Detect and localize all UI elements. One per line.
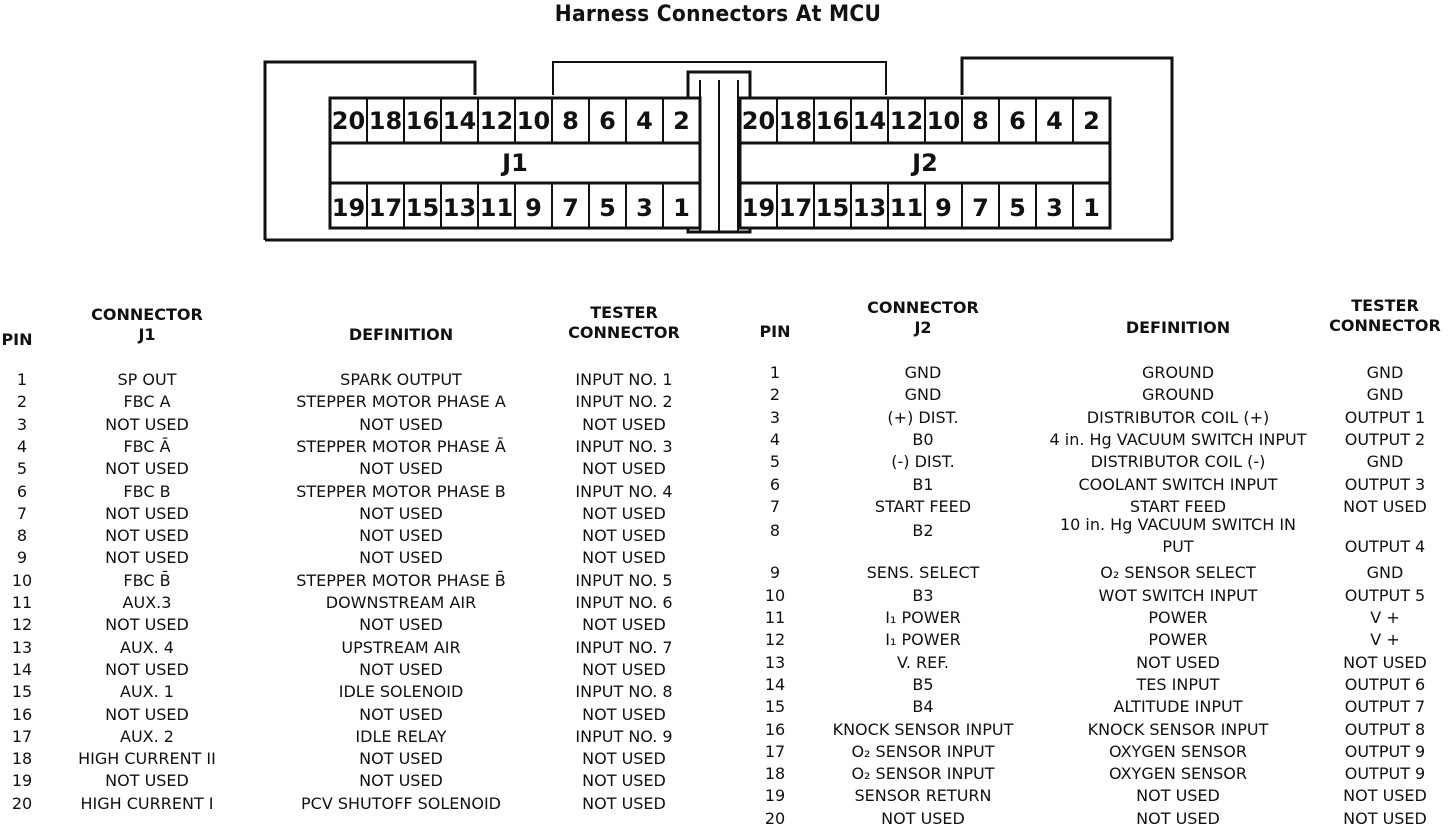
j1-row-pin: 20 [11,793,33,813]
j1-row-definition: NOT USED [359,503,443,523]
j2-pin-label: 4 [1046,107,1063,135]
j1-row-connector: AUX. 2 [120,726,174,746]
j1-header-tester: TESTER [590,303,658,322]
j1-pin-label: 7 [562,194,579,222]
j1-header-connector: CONNECTOR [91,305,203,324]
j2-pin-label: 10 [926,107,961,135]
j2-row-connector: I₁ POWER [885,630,961,650]
j2-row-definition: OXYGEN SENSOR [1109,741,1247,761]
j1-row-definition: NOT USED [359,548,443,568]
j2-row-connector: B2 [912,521,934,541]
j1-pin-label: 15 [405,194,440,222]
j1-pin-label: 4 [636,107,653,135]
connector-diagram [0,0,1456,250]
j2-row-connector: B3 [912,585,934,605]
j1-row-tester: NOT USED [582,414,666,434]
j2-row-pin: 20 [764,808,786,828]
j2-row-definition: O₂ SENSOR SELECT [1100,563,1256,583]
j1-row-connector: FBC Ā [123,436,171,456]
j2-pin-label: 11 [889,194,924,222]
j1-pin-label: 12 [479,107,514,135]
j1-row-connector: FBC A [123,392,171,412]
j1-pin-label: 1 [673,194,690,222]
j1-row-pin: 10 [11,570,33,590]
j1-row-definition: NOT USED [359,526,443,546]
j2-header-connector: CONNECTOR [867,298,979,317]
j2-row-connector: SENSOR RETURN [854,786,992,806]
j2-row-connector: I₁ POWER [885,608,961,627]
j2-pin-label: 2 [1083,107,1100,135]
j1-row-pin: 9 [16,548,28,568]
j2-row-connector: B5 [912,674,934,694]
j1-pin-label: 10 [516,107,551,135]
j2-row-pin: 2 [769,385,781,405]
j1-row-tester: INPUT NO. 9 [575,726,673,746]
j2-row-pin: 3 [769,407,781,427]
j1-header-pin: PIN [1,330,33,349]
j1-row-pin: 17 [11,726,33,746]
j2-row-pin: 7 [769,496,781,516]
j1-row-tester: NOT USED [582,503,666,523]
j2-pin-label: 5 [1009,194,1026,222]
j2-row-connector: KNOCK SENSOR INPUT [832,719,1014,739]
j1-row-definition: PCV SHUTOFF SOLENOID [301,793,501,813]
j1-row-tester: NOT USED [582,659,666,679]
j1-row-definition: NOT USED [359,615,443,635]
j2-row-definition: START FEED [1129,496,1227,516]
j2-header-tester: CONNECTOR [1329,316,1441,335]
j2-row-pin: 15 [764,697,786,717]
j1-pin-label: 14 [442,107,477,135]
j2-pin-label: 17 [778,194,813,222]
j1-row-connector: NOT USED [105,503,189,523]
j1-pin-label: 3 [636,194,653,222]
j1-row-connector: NOT USED [105,414,189,434]
j2-row-definition: PUT [1162,537,1194,557]
page-title: Harness Connectors At MCU [554,2,882,27]
j2-pin-label: 1 [1083,194,1100,222]
j2-row-pin: 4 [769,429,781,449]
j2-row-tester: OUTPUT 3 [1344,474,1426,494]
j2-row-tester: OUTPUT 2 [1344,429,1426,449]
j2-row-definition: 10 in. Hg VACUUM SWITCH IN [1059,515,1297,535]
j1-row-tester: INPUT NO. 6 [575,593,673,612]
j1-row-definition: NOT USED [359,749,443,769]
j2-row-connector: B1 [912,474,934,494]
j1-row-definition: NOT USED [359,704,443,724]
j1-pin-label: 11 [479,194,514,222]
j2-row-tester: OUTPUT 5 [1344,585,1426,605]
j1-pin-label: 6 [599,107,616,135]
j2-row-tester: OUTPUT 6 [1344,674,1426,694]
j2-pin-label: 18 [778,107,813,135]
j2-row-definition: GROUND [1141,363,1215,382]
j1-row-pin: 19 [11,771,33,791]
j2-row-pin: 18 [764,764,786,784]
j2-row-tester: V + [1370,630,1400,650]
j1-header-connector: J1 [138,325,156,344]
j1-row-pin: 18 [11,749,33,769]
j2-row-connector: (+) DIST. [887,407,959,427]
j2-pin-label: 3 [1046,194,1063,222]
j2-row-tester: OUTPUT 9 [1344,741,1426,761]
j1-row-connector: NOT USED [105,459,189,479]
j1-row-pin: 1 [16,370,28,389]
j1-row-pin: 13 [11,637,33,657]
j1-row-tester: INPUT NO. 2 [575,392,673,412]
j1-pin-label: 5 [599,194,616,222]
j2-row-tester: NOT USED [1343,786,1427,806]
j2-row-pin: 6 [769,474,781,494]
j1-row-tester: INPUT NO. 3 [575,436,673,456]
j1-row-tester: NOT USED [582,704,666,724]
j1-pin-label: 9 [525,194,542,222]
j2-header-pin: PIN [759,322,791,341]
j1-header-tester: CONNECTOR [568,323,680,342]
j2-row-pin: 9 [769,563,781,583]
j1-row-definition: NOT USED [359,414,443,434]
j1-row-definition: NOT USED [359,771,443,791]
j1-row-pin: 6 [16,481,28,501]
j2-row-definition: DISTRIBUTOR COIL (+) [1086,407,1270,427]
j1-row-connector: NOT USED [105,615,189,635]
j2-row-connector: B0 [912,429,934,449]
j1-pin-label: 16 [405,107,440,135]
j2-pin-label: 8 [972,107,989,135]
j2-row-tester: GND [1366,363,1404,382]
j1-row-tester: NOT USED [582,459,666,479]
j2-row-connector: START FEED [874,496,972,516]
j1-row-tester: NOT USED [582,548,666,568]
j2-row-connector: O₂ SENSOR INPUT [851,764,995,784]
j1-row-connector: AUX.3 [122,593,172,612]
j2-row-definition: OXYGEN SENSOR [1109,764,1247,784]
j2-row-definition: GROUND [1141,385,1215,405]
j1-row-connector: SP OUT [117,370,177,389]
j1-row-pin: 14 [11,659,33,679]
j1-row-connector: NOT USED [105,548,189,568]
j2-row-definition: NOT USED [1136,786,1220,806]
j1-row-connector: FBC B [123,481,171,501]
j2-pin-label: 19 [741,194,776,222]
j2-row-pin: 5 [769,452,781,472]
j2-row-connector: GND [904,363,942,382]
j1-row-tester: NOT USED [582,793,666,813]
j2-row-definition: NOT USED [1136,808,1220,828]
j1-row-tester: INPUT NO. 1 [575,370,673,389]
j1-row-definition: STEPPER MOTOR PHASE A [296,392,506,412]
j1-pin-label: 20 [331,107,366,135]
j1-row-definition: STEPPER MOTOR PHASE B [296,481,506,501]
j1-row-pin: 4 [16,436,28,456]
j1-row-tester: INPUT NO. 4 [575,481,673,501]
j2-row-definition: 4 in. Hg VACUUM SWITCH INPUT [1049,429,1307,449]
j2-row-pin: 12 [764,630,786,650]
j1-row-connector: NOT USED [105,659,189,679]
j2-row-connector: V. REF. [897,652,949,672]
j1-row-connector: NOT USED [105,771,189,791]
j2-row-tester: NOT USED [1343,496,1427,516]
j1-row-tester: INPUT NO. 8 [575,682,673,702]
j1-row-tester: NOT USED [582,526,666,546]
j2-row-tester: GND [1366,385,1404,405]
j1-row-pin: 11 [11,593,33,612]
j2-row-connector: (-) DIST. [891,452,955,472]
j2-row-tester: OUTPUT 7 [1344,697,1426,717]
j2-row-tester: GND [1366,563,1404,583]
j2-row-definition: TES INPUT [1136,674,1220,694]
j1-row-pin: 12 [11,615,33,635]
j1-row-pin: 2 [16,392,28,412]
j1-row-definition: DOWNSTREAM AIR [325,593,477,612]
j1-row-connector: HIGH CURRENT II [78,749,216,769]
j2-row-tester: V + [1370,608,1400,627]
j1-row-pin: 16 [11,704,33,724]
j1-row-definition: IDLE SOLENOID [338,682,464,702]
j1-row-connector: AUX. 4 [120,637,174,657]
j2-row-pin: 14 [764,674,786,694]
j1-row-definition: UPSTREAM AIR [341,637,461,657]
j2-row-pin: 16 [764,719,786,739]
j1-row-definition: IDLE RELAY [355,726,447,746]
j1-row-pin: 3 [16,414,28,434]
j1-row-definition: NOT USED [359,459,443,479]
j1-row-connector: FBC B̄ [123,570,171,590]
j2-row-pin: 17 [764,741,786,761]
j2-row-tester: OUTPUT 1 [1344,407,1426,427]
j1-row-tester: INPUT NO. 7 [575,637,673,657]
j1-row-definition: STEPPER MOTOR PHASE Ā [296,436,506,456]
j2-row-pin: 11 [764,608,786,627]
j1-pin-label: 18 [368,107,403,135]
j1-row-definition: STEPPER MOTOR PHASE B̄ [296,570,506,590]
j1-row-connector: HIGH CURRENT I [80,793,214,813]
j1-row-pin: 8 [16,526,28,546]
j2-row-tester: OUTPUT 8 [1344,719,1426,739]
j2-row-connector: B4 [912,697,934,717]
j2-pin-label: 16 [815,107,850,135]
j2-pin-label: 6 [1009,107,1026,135]
j2-pin-label: 12 [889,107,924,135]
j1-label: J1 [502,149,528,177]
j1-row-pin: 7 [16,503,28,523]
j1-row-tester: NOT USED [582,749,666,769]
j2-row-pin: 19 [764,786,786,806]
j2-pin-label: 20 [741,107,776,135]
j1-row-connector: AUX. 1 [120,682,174,702]
j2-row-tester: OUTPUT 4 [1344,537,1426,557]
j1-pin-label: 8 [562,107,579,135]
j2-pin-label: 7 [972,194,989,222]
j2-row-tester: NOT USED [1343,808,1427,828]
j1-row-definition: SPARK OUTPUT [340,370,462,389]
j2-row-tester: NOT USED [1343,652,1427,672]
j2-pin-label: 14 [852,107,887,135]
j2-row-connector: SENS. SELECT [866,563,980,583]
j1-pin-label: 2 [673,107,690,135]
j1-row-pin: 15 [11,682,33,702]
j2-row-definition: NOT USED [1136,652,1220,672]
j2-row-connector: GND [904,385,942,405]
j1-row-connector: NOT USED [105,526,189,546]
j1-header-definition: DEFINITION [348,325,454,344]
j2-row-tester: OUTPUT 9 [1344,764,1426,784]
j2-row-definition: POWER [1148,608,1208,627]
j2-pin-label: 9 [935,194,952,222]
j1-row-tester: NOT USED [582,771,666,791]
j2-row-definition: DISTRIBUTOR COIL (-) [1090,452,1266,472]
j2-pin-label: 13 [852,194,887,222]
j2-row-definition: POWER [1148,630,1208,650]
j1-row-tester: INPUT NO. 5 [575,570,673,590]
j2-row-definition: KNOCK SENSOR INPUT [1087,719,1269,739]
j1-pin-label: 13 [442,194,477,222]
j2-row-pin: 8 [769,521,781,541]
j2-row-connector: O₂ SENSOR INPUT [851,741,995,761]
j2-row-pin: 13 [764,652,786,672]
j2-label: J2 [912,149,938,177]
j1-pin-label: 19 [331,194,366,222]
j2-row-tester: GND [1366,452,1404,472]
j1-row-tester: NOT USED [582,615,666,635]
j1-pin-label: 17 [368,194,403,222]
j2-row-definition: WOT SWITCH INPUT [1098,585,1258,605]
j2-pin-label: 15 [815,194,850,222]
j1-row-connector: NOT USED [105,704,189,724]
j2-header-tester: TESTER [1351,296,1419,315]
j1-row-definition: NOT USED [359,659,443,679]
j2-header-definition: DEFINITION [1125,318,1231,337]
j2-header-connector: J2 [914,318,932,337]
j2-row-pin: 1 [769,363,781,382]
j2-row-connector: NOT USED [881,808,965,828]
j2-row-definition: COOLANT SWITCH INPUT [1078,474,1278,494]
j2-row-pin: 10 [764,585,786,605]
j1-row-pin: 5 [16,459,28,479]
j2-row-definition: ALTITUDE INPUT [1113,697,1243,717]
